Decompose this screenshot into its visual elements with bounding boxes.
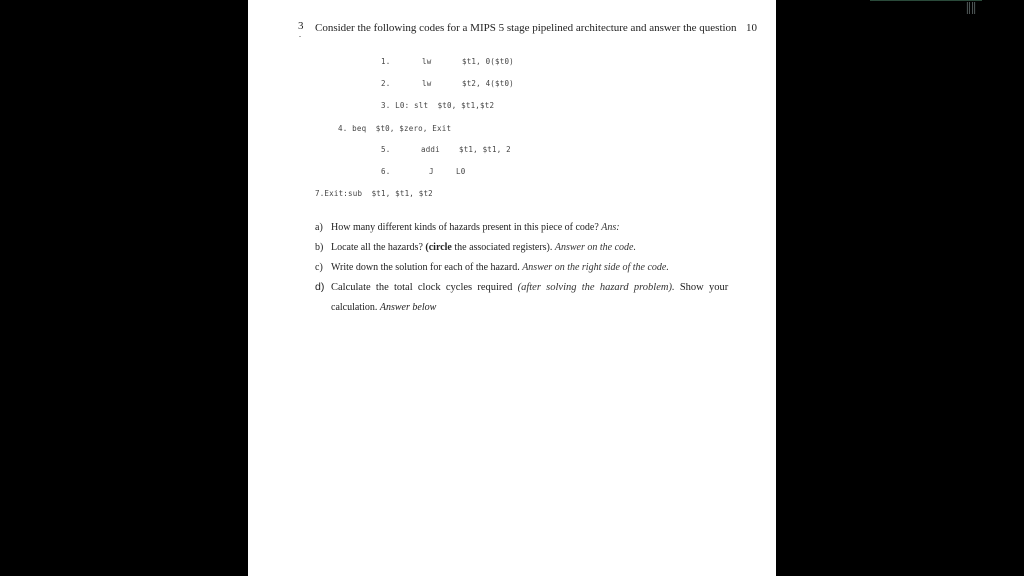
document-page: [248, 0, 776, 576]
code-line-2-instr: lw: [422, 79, 432, 88]
subquestion-b: b) Locate all the hazards? (circle the associated registers). Answer on the code.: [315, 242, 636, 253]
question-number-dot: .: [299, 30, 301, 39]
code-line-1-instr: lw: [422, 57, 432, 66]
subquestion-c: c) Write down the solution for each of the hazard. Answer on the right side of the code.: [315, 262, 669, 273]
question-number: 3: [298, 20, 304, 32]
code-line-7: 7.Exit:sub $t1, $t1, $t2: [315, 189, 433, 198]
code-line-4: 4. beq $t0, $zero, Exit: [338, 124, 452, 133]
code-line-5-args: $t1, $t1, 2: [459, 145, 511, 154]
code-line-1: 1.: [381, 57, 391, 66]
code-line-6-instr: J: [429, 167, 434, 176]
code-line-1-args: $t1, 0($t0): [462, 57, 514, 66]
code-line-2: 2.: [381, 79, 391, 88]
subquestion-d: d) Calculate the total clock cycles required (after solving the hazard problem). Show your: [315, 281, 729, 293]
code-line-2-args: $t2, 4($t0): [462, 79, 514, 88]
subquestion-a: a) How many different kinds of hazards present in this piece of code? Ans:: [315, 222, 620, 233]
subquestion-d-continued: calculation. Answer below: [331, 302, 437, 313]
code-line-6-args: L0: [456, 167, 466, 176]
question-text: Consider the following codes for a MIPS 5 stage pipelined architecture and answer the question: [315, 22, 737, 34]
code-line-6: 6.: [381, 167, 391, 176]
question-marks: 10: [746, 22, 757, 34]
code-line-5: 5.: [381, 145, 391, 154]
grid-icon[interactable]: ⠿⠿ ⠿⠿: [965, 2, 977, 16]
code-line-5-instr: addi: [421, 145, 440, 154]
top-right-divider: [870, 0, 982, 1]
code-line-3: 3. L0: slt $t0, $t1,$t2: [381, 101, 495, 110]
